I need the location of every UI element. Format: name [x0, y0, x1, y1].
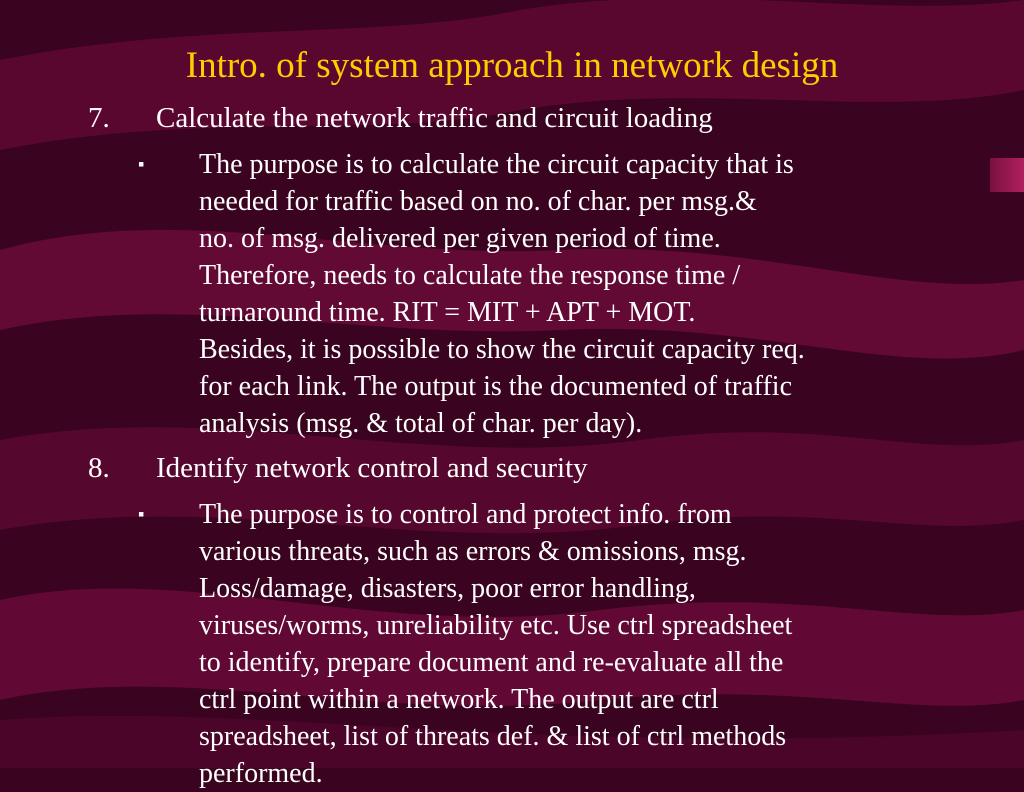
list-item-7 [88, 100, 713, 136]
text-line: for each link. The output is the documented of traffic [199, 371, 793, 402]
text-line: The purpose is to calculate the circuit capacity that is [199, 149, 794, 180]
text-line: to identify, prepare document and re-evaluate all the [199, 647, 784, 678]
paragraph-text [199, 496, 898, 792]
text-line: needed for traffic based on no. of char. per msg.& [199, 186, 757, 217]
text-line: turnaround time. RIT = MIT + APT + MOT. [199, 297, 696, 328]
bullet-paragraph [138, 496, 898, 792]
text-line: performed. [199, 758, 323, 789]
item-number: 8. [88, 452, 110, 484]
item-heading: Identify network control and security [156, 452, 588, 484]
text-line: Therefore, needs to calculate the response time / [199, 260, 741, 291]
text-line: analysis (msg. & total of char. per day). [199, 408, 643, 439]
text-line: The purpose is to control and protect info. from [199, 499, 732, 530]
square-bullet-icon: ▪ [138, 154, 145, 174]
bullet-paragraph [138, 146, 898, 442]
text-line: spreadsheet, list of threats def. & list of ctrl methods [199, 721, 787, 752]
item-number: 7. [88, 102, 110, 134]
item-heading: Calculate the network traffic and circuit loading [156, 102, 713, 134]
text-line: Besides, it is possible to show the circuit capacity req. [199, 334, 805, 365]
square-bullet-icon: ▪ [138, 504, 145, 524]
text-line: no. of msg. delivered per given period of time. [199, 223, 721, 254]
text-line: Loss/damage, disasters, poor error handling, [199, 573, 696, 604]
text-line: various threats, such as errors & omissions, msg. [199, 536, 747, 567]
paragraph-text [199, 146, 898, 442]
text-line: ctrl point within a network. The output are ctrl [199, 684, 719, 715]
slide-title: Intro. of system approach in network design [185, 45, 839, 86]
text-line: viruses/worms, unreliability etc. Use ctrl spreadsheet [199, 610, 793, 641]
list-item-8 [88, 450, 588, 486]
